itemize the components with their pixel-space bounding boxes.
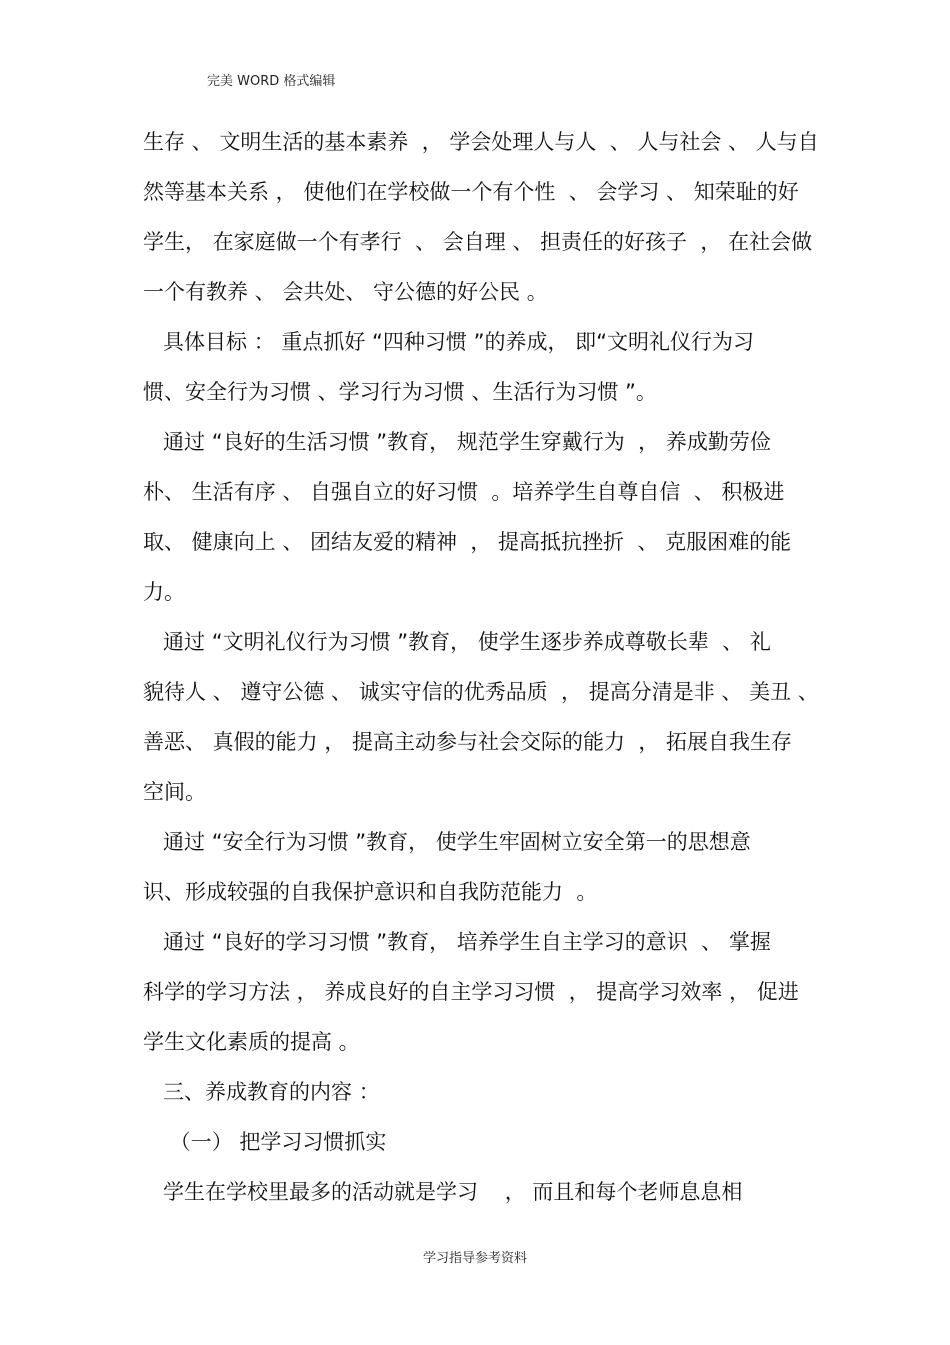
text-line: 具体目标 ： 重点抓好 “四种习惯 ”的养成， 即“文明礼仪行为习	[143, 330, 755, 354]
page-header: 完美 WORD 格式编辑	[207, 74, 336, 89]
page-footer: 学习指导参考资料	[422, 1251, 527, 1266]
text-line: 空间。	[143, 780, 206, 804]
subsection-heading: （一） 把学习习惯抓实	[143, 1130, 387, 1154]
text-line: 通过 “良好的学习习惯 ”教育， 培养学生自主学习的意识 、 掌握	[143, 930, 771, 954]
text-line: 通过 “安全行为习惯 ”教育， 使学生牢固树立安全第一的思想意	[143, 830, 751, 854]
text-line: 学生在学校里最多的活动就是学习 ， 而且和每个老师息息相	[143, 1180, 743, 1204]
text-line: 一个有教养 、 会共处、 守公德的好公民 。	[143, 280, 548, 304]
text-line: 善恶、 真假的能力 ， 提高主动参与社会交际的能力 ， 拓展自我生存	[143, 730, 793, 754]
text-line: 学生文化素质的提高 。	[143, 1030, 360, 1054]
text-line: 然等基本关系 ， 使他们在学校做一个有个性 、 会学习 、 知荣耻的好	[143, 180, 799, 204]
text-line: 生存 、 文明生活的基本素养 ， 学会处理人与人 、 人与社会 、 人与自	[143, 130, 819, 154]
text-line: 识、形成较强的自我保护意识和自我防范能力 。	[143, 880, 598, 904]
text-line: 学生， 在家庭做一个有孝行 、 会自理 、 担责任的好孩子 ， 在社会做	[143, 230, 813, 254]
section-heading: 三、养成教育的内容 ：	[143, 1080, 380, 1104]
text-line: 取、 健康向上 、 团结友爱的精神 ， 提高抵抗挫折 、 克服困难的能	[143, 530, 792, 554]
text-line: 惯、安全行为习惯 、学习行为习惯 、生活行为习惯 ”。	[143, 380, 657, 404]
text-line: 力。	[143, 580, 185, 604]
text-line: 通过 “文明礼仪行为习惯 ”教育， 使学生逐步养成尊敬长辈 、 礼	[143, 630, 771, 654]
text-line: 貌待人 、 遵守公德 、 诚实守信的优秀品质 ， 提高分清是非 、 美丑 、	[143, 680, 819, 704]
text-line: 科学的学习方法 ， 养成良好的自主学习习惯 ， 提高学习效率 ， 促进	[143, 980, 799, 1004]
text-line: 朴、 生活有序 、 自强自立的好习惯 。培养学生自尊自信 、 积极进	[143, 480, 785, 504]
text-line: 通过 “良好的生活习惯 ”教育， 规范学生穿戴行为 ， 养成勤劳俭	[143, 430, 771, 454]
